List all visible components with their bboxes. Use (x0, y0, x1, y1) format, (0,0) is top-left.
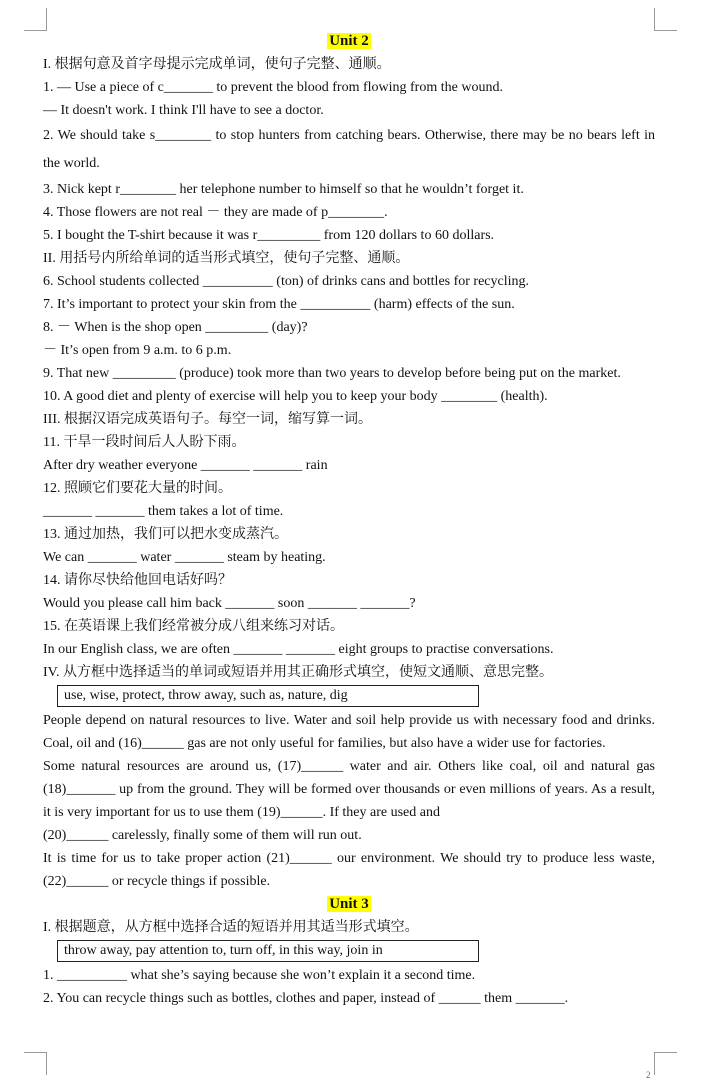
question-8a: 8. － When is the shop open _________ (day)? (43, 320, 308, 335)
question-12-english: _______ _______ them takes a lot of time. (43, 504, 284, 519)
question-12-chinese: 12. 照顾它们要花大量的时间。 (43, 481, 232, 496)
passage-paragraph-2: Some natural resources are around us, (17)______ water and air. Others like coal, oil and natural gas (18)_______ up from the ground. They will be formed over thousands or even millions of years. As a result, it is very important for us to use them (19)______. If they are used and (43, 759, 655, 820)
question-6: 6. School students collected __________ (ton) of drinks cans and bottles for recycling. (43, 274, 530, 289)
question-2: 2. We should take s________ to stop hunters from catching bears. Otherwise, there may be no bears left in the world. (43, 128, 655, 171)
crop-mark-bottom-left (24, 1052, 47, 1075)
crop-mark-top-right (654, 8, 677, 31)
unit2-heading: Unit 2 (329, 33, 369, 49)
unit3-question-2: 2. You can recycle things such as bottles, clothes and paper, instead of ______ them _______. (43, 991, 569, 1006)
question-7: 7. It’s important to protect your skin from the __________ (harm) effects of the sun. (43, 297, 515, 312)
question-15-english: In our English class, we are often _______ _______ eight groups to practise conversations. (43, 642, 554, 657)
question-5: 5. I bought the T-shirt because it was r_________ from 120 dollars to 60 dollars. (43, 228, 495, 243)
unit3-question-1: 1. __________ what she’s saying because she won’t explain it a second time. (43, 968, 476, 983)
page-number: 2 (646, 1070, 651, 1080)
unit2-section2-title: II. 用括号内所给单词的适当形式填空，使句子完整、通顺。 (43, 251, 410, 266)
question-1b: — It doesn't work. I think I'll have to see a doctor. (43, 103, 324, 118)
word-box: use, wise, protect, throw away, such as, nature, dig (57, 685, 479, 707)
unit2-section1-title: I. 根据句意及首字母提示完成单词，使句子完整、通顺。 (43, 57, 391, 72)
crop-mark-top-left (24, 8, 47, 31)
document-body (43, 30, 655, 1010)
question-10: 10. A good diet and plenty of exercise will help you to keep your body ________ (health). (43, 389, 548, 404)
question-11-chinese: 11. 干旱一段时间后人人盼下雨。 (43, 435, 246, 450)
question-8b: － It’s open from 9 a.m. to 6 p.m. (43, 343, 232, 358)
question-14-chinese: 14. 请你尽快给他回电话好吗？ (43, 573, 232, 588)
passage-paragraph-2-end: (20)______ carelessly, finally some of them will run out. (43, 828, 362, 843)
question-13-english: We can _______ water _______ steam by heating. (43, 550, 326, 565)
question-9: 9. That new _________ (produce) took more than two years to develop before being put on the market. (43, 366, 621, 381)
phrase-box: throw away, pay attention to, turn off, in this way, join in (57, 940, 479, 962)
unit3-heading: Unit 3 (329, 896, 369, 912)
unit3-section1-title: I. 根据题意，从方框中选择合适的短语并用其适当形式填空。 (43, 920, 419, 935)
question-13-chinese: 13. 通过加热，我们可以把水变成蒸汽。 (43, 527, 288, 542)
passage-paragraph-1: People depend on natural resources to live. Water and soil help provide us with necessary food and drinks. Coal, oil and (16)______ gas are not only useful for families, but also have a wider use for factories. (43, 713, 655, 751)
passage-paragraph-3: It is time for us to take proper action (21)______ our environment. We should try to produce less waste, (22)______ or recycle things if possible. (43, 851, 655, 889)
crop-mark-bottom-right (654, 1052, 677, 1075)
question-3: 3. Nick kept r________ her telephone number to himself so that he wouldn’t forget it. (43, 182, 524, 197)
question-4: 4. Those flowers are not real － they are made of p________. (43, 205, 388, 220)
question-1a: 1. — Use a piece of c_______ to prevent the blood from flowing from the wound. (43, 80, 503, 95)
unit2-section4-title: IV. 从方框中选择适当的单词或短语并用其正确形式填空，使短文通顺、意思完整。 (43, 665, 553, 680)
question-15-chinese: 15. 在英语课上我们经常被分成八组来练习对话。 (43, 619, 344, 634)
unit2-section3-title: III. 根据汉语完成英语句子。每空一词，缩写算一词。 (43, 412, 372, 427)
question-11-english: After dry weather everyone _______ _______ rain (43, 458, 328, 473)
question-14-english: Would you please call him back _______ soon _______ _______? (43, 596, 416, 611)
